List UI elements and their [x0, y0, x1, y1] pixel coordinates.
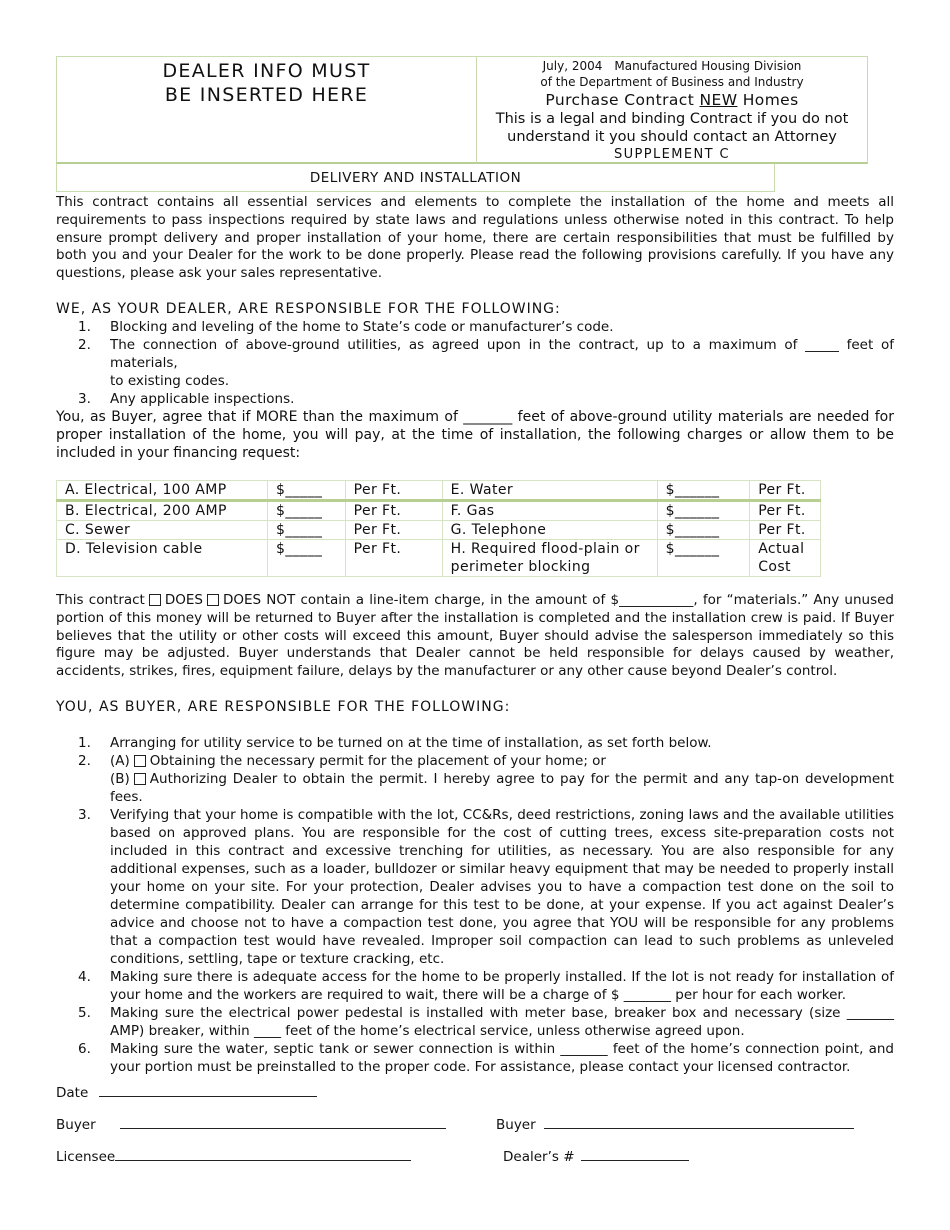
does-checkbox[interactable]: [149, 594, 161, 606]
date-field[interactable]: [99, 1084, 317, 1097]
permit-option-a-checkbox[interactable]: [134, 755, 146, 767]
dealer-info-line-1: DEALER INFO MUST: [162, 60, 371, 82]
section-title: DELIVERY AND INSTALLATION: [56, 164, 775, 192]
list-item: 2. The connection of above-ground utilities, as agreed upon in the contract, up to a maximum of _____ feet of materials, to existing codes.: [78, 337, 894, 389]
title-new: NEW: [699, 91, 738, 109]
supplement-label: SUPPLEMENT C: [613, 147, 730, 162]
form-title: Purchase Contract NEW Homes: [545, 91, 799, 109]
list-item: 1. Blocking and leveling of the home to State’s code or manufacturer’s code.: [78, 319, 614, 335]
dealer-responsibilities-list: [56, 318, 894, 408]
list-item: 1. Arranging for utility service to be turned on at the time of installation, as set forth below.: [78, 735, 712, 751]
dealer-responsibilities-heading: WE, AS YOUR DEALER, ARE RESPONSIBLE FOR THE FOLLOWING:: [56, 301, 561, 317]
buyer-responsibilities-list: [56, 734, 894, 1076]
buyer-signature-line-2: Buyer: [496, 1116, 854, 1133]
licensee-signature-line: Licensee: [56, 1148, 411, 1165]
intro-paragraph: This contract contains all essential services and elements to complete the installation of the home and meets all requirements to pass inspections required by state laws and regulations unless otherwise noted in this contract. To help ensure prompt delivery and proper installation of your home, there are certain responsibilities that must be fulfilled by both you and your Dealer for the work to be done properly. Please read the following provisions carefully. If you have any questions, please ask your sales representative.: [56, 194, 894, 282]
list-item: 5. Making sure the electrical power pedestal is installed with meter base, breaker box and necessary (size _______ AMP) breaker, within ____ feet of the home’s electrical service, unless otherwise agreed upon.: [78, 1005, 894, 1039]
list-item: 6. Making sure the water, septic tank or sewer connection is within _______ feet of the home’s connection point, and your portion must be preinstalled to the proper code. For assistance, please contact your licensed contractor.: [78, 1041, 894, 1075]
utility-charges-table: [56, 480, 821, 577]
materials-paragraph: This contract DOES DOES NOT contain a line-item charge, in the amount of $___________, for “materials.” Any unused portion of this money will be returned to Buyer after the installation is completed and the installation crew is paid. If Buyer believes that the utility or other costs will exceed this amount, Buyer should advise the salesperson immediately so this figure may be adjusted. Buyer understands that Dealer cannot be held responsible for delays caused by weather, accidents, strikes, fires, equipment failure, delays by the manufacturer or any other cause beyond Dealer’s control.: [56, 592, 894, 680]
list-item: 4. Making sure there is adequate access for the home to be properly installed. If the lot is not ready for installation of your home and the workers are required to wait, there will be a charge of $ _______ per hour for each worker.: [78, 969, 894, 1003]
licensee-signature-field[interactable]: [115, 1148, 411, 1161]
legal-notice-2: understand it you should contact an Attorney: [507, 129, 837, 145]
department-name: of the Department of Business and Industry: [540, 75, 804, 89]
dealer-number-field[interactable]: [581, 1148, 689, 1161]
legal-notice-1: This is a legal and binding Contract if you do not: [495, 111, 849, 127]
does-not-checkbox[interactable]: [207, 594, 219, 606]
table-row: C. Sewer $_____ Per Ft. G. Telephone $______ Per Ft.: [57, 521, 821, 540]
buyer-agreement-paragraph: You, as Buyer, agree that if MORE than the maximum of _______ feet of above-ground utility materials are needed for proper installation of the home, you will pay, at the time of installation, the following charges or allow them to be included in your financing request:: [56, 409, 894, 461]
form-date: July, 2004: [542, 59, 603, 73]
table-row: D. Television cable $_____ Per Ft. H. Required flood-plain or perimeter blocking $______ Actual Cost: [57, 540, 821, 577]
division-name: Manufactured Housing Division: [614, 59, 802, 73]
dealer-info-line-2: BE INSERTED HERE: [164, 84, 369, 106]
dealer-info-box: [57, 57, 477, 163]
dealer-number-line: Dealer’s #: [503, 1148, 689, 1165]
table-row: B. Electrical, 200 AMP $_____ Per Ft. F. Gas $______ Per Ft.: [57, 501, 821, 521]
buyer-signature-line-1: Buyer: [56, 1116, 446, 1133]
list-item: 3. Verifying that your home is compatible with the lot, CC&Rs, deed restrictions, zoning laws and the available utilities based on approved plans. You are responsible for the cost of cutting trees, excess site-preparation costs not included in this contract and excessive trenching for utilities, as necessary. You are also responsible for any additional expenses, such as a loader, bulldozer or similar heavy equipment that may be needed to properly install your home on your site. For your protection, Dealer advises you to have a compaction test done on the soil to determine compatibility. Dealer can arrange for this test to be done, at your expense. If you act against Dealer’s advice and choose not to have a compaction test done, you agree that YOU will be responsible for any problems that a compaction test would have revealed. Improper soil compaction can lead to such problems as unleveled conditions, settling, tape or texture cracking, etc.: [78, 807, 894, 967]
buyer-2-signature-field[interactable]: [544, 1116, 854, 1129]
list-item: 2. (A) Obtaining the necessary permit for the placement of your home; or (B) Authorizing Dealer to obtain the permit. I hereby agree to pay for the permit and any tap-on development fees.: [78, 753, 894, 805]
header-box: [56, 56, 868, 164]
date-signature-line: Date: [56, 1084, 317, 1101]
table-row: A. Electrical, 100 AMP $_____ Per Ft. E. Water $______ Per Ft.: [57, 481, 821, 501]
buyer-1-signature-field[interactable]: [120, 1116, 446, 1129]
list-item: 3. Any applicable inspections.: [78, 391, 295, 407]
buyer-responsibilities-heading: YOU, AS BUYER, ARE RESPONSIBLE FOR THE FOLLOWING:: [56, 699, 511, 715]
permit-option-b-checkbox[interactable]: [134, 773, 146, 785]
form-title-box: [477, 57, 867, 164]
